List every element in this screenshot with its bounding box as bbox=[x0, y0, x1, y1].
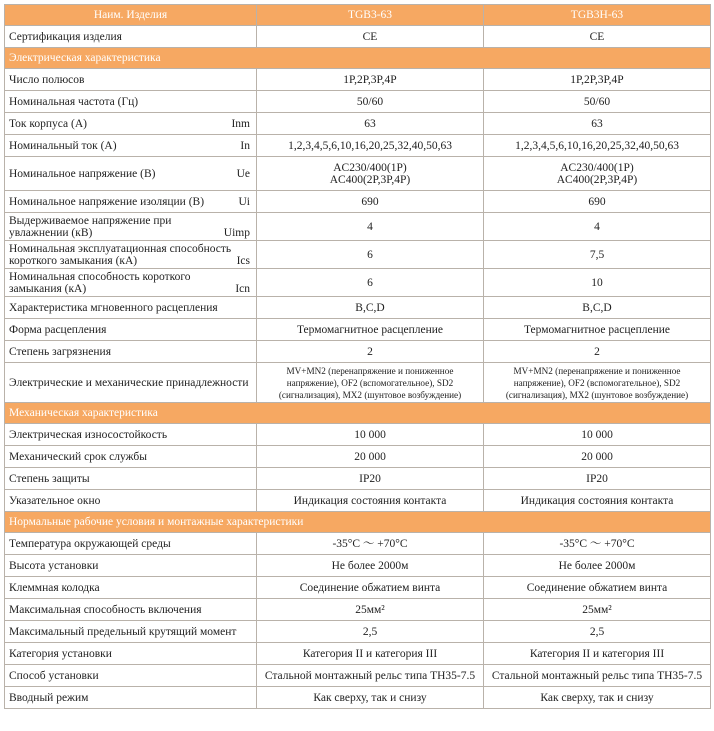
value-cell-b: Не более 2000м bbox=[484, 555, 711, 577]
param-label-group bbox=[9, 495, 252, 507]
value-cell-b: 690 bbox=[484, 191, 711, 213]
param-label-group bbox=[9, 243, 252, 267]
param-cell bbox=[5, 665, 257, 687]
param-label: Номинальная способность короткого замыкания (кА) bbox=[9, 270, 191, 295]
param-cell bbox=[5, 69, 257, 91]
param-label: Клеммная колодка bbox=[9, 581, 100, 594]
param-label: Номинальный ток (А) bbox=[9, 139, 117, 152]
section-header-row bbox=[5, 403, 711, 424]
param-symbol: Inm bbox=[231, 117, 250, 130]
value-cell-b: Термомагнитное расцепление bbox=[484, 319, 711, 341]
value-cell-a: CE bbox=[257, 26, 484, 48]
value-cell-b: 63 bbox=[484, 113, 711, 135]
table-row bbox=[5, 157, 711, 191]
param-label-group bbox=[9, 604, 252, 616]
param-label-group bbox=[9, 324, 252, 336]
param-cell bbox=[5, 213, 257, 241]
value-cell-b: 10 000 bbox=[484, 424, 711, 446]
value-cell-a: 63 bbox=[257, 113, 484, 135]
table-row bbox=[5, 91, 711, 113]
value-cell-b: Соединение обжатием винта bbox=[484, 577, 711, 599]
param-symbol: Ics bbox=[236, 254, 250, 267]
value-cell-a: MV+MN2 (перенапряжение и пониженное напряжение), OF2 (вспомогательное), SD2 (сигнализация), MX2 (шунтовое возбуждение) bbox=[257, 363, 484, 403]
param-label: Категория установки bbox=[9, 647, 112, 660]
param-label: Номинальное напряжение изоляции (В) bbox=[9, 195, 205, 208]
value-cell-a: 6 bbox=[257, 241, 484, 269]
param-cell bbox=[5, 490, 257, 512]
param-label: Максимальный предельный крутящий момент bbox=[9, 625, 237, 638]
param-label: Электрическая износостойкость bbox=[9, 428, 168, 441]
param-cell bbox=[5, 363, 257, 403]
param-label: Высота установки bbox=[9, 559, 99, 572]
table-row bbox=[5, 269, 711, 297]
value-cell-b: 25мм² bbox=[484, 599, 711, 621]
value-cell-b: 20 000 bbox=[484, 446, 711, 468]
param-label: Механический срок службы bbox=[9, 450, 147, 463]
param-label: Температура окружающей среды bbox=[9, 537, 171, 550]
table-row bbox=[5, 621, 711, 643]
param-label-group bbox=[9, 271, 252, 295]
param-label: Степень загрязнения bbox=[9, 345, 111, 358]
value-cell-a: 10 000 bbox=[257, 424, 484, 446]
param-label-group bbox=[9, 302, 252, 314]
value-cell-b: B,C,D bbox=[484, 297, 711, 319]
table-header-row bbox=[5, 5, 711, 26]
param-label-group bbox=[9, 451, 252, 463]
value-cell-a: Индикация состояния контакта bbox=[257, 490, 484, 512]
value-cell-a: 1,2,3,4,5,6,10,16,20,25,32,40,50,63 bbox=[257, 135, 484, 157]
value-cell-a: 690 bbox=[257, 191, 484, 213]
section-header-row bbox=[5, 512, 711, 533]
value-cell-b: 2,5 bbox=[484, 621, 711, 643]
table-row bbox=[5, 135, 711, 157]
param-label-group bbox=[9, 473, 252, 485]
table-row bbox=[5, 555, 711, 577]
param-cell bbox=[5, 297, 257, 319]
param-cell bbox=[5, 468, 257, 490]
param-cell bbox=[5, 621, 257, 643]
value-cell-a: 4 bbox=[257, 213, 484, 241]
value-cell-b: 1,2,3,4,5,6,10,16,20,25,32,40,50,63 bbox=[484, 135, 711, 157]
header-model-b: TGB3H-63 bbox=[484, 5, 711, 26]
value-cell-a: Стальной монтажный рельс типа TH35-7.5 bbox=[257, 665, 484, 687]
table-row bbox=[5, 446, 711, 468]
param-cell bbox=[5, 424, 257, 446]
param-label-group bbox=[9, 538, 252, 550]
param-label-group bbox=[9, 346, 252, 358]
value-cell-b: Категория II и категория III bbox=[484, 643, 711, 665]
param-symbol: Ue bbox=[236, 167, 250, 180]
value-cell-a: 6 bbox=[257, 269, 484, 297]
param-cell bbox=[5, 191, 257, 213]
value-cell-a: 20 000 bbox=[257, 446, 484, 468]
param-cell bbox=[5, 157, 257, 191]
param-label-group bbox=[9, 582, 252, 594]
value-cell-b: 2 bbox=[484, 341, 711, 363]
param-label-group bbox=[9, 648, 252, 660]
param-label: Номинальная частота (Гц) bbox=[9, 95, 139, 108]
param-cell bbox=[5, 533, 257, 555]
value-cell-b: 10 bbox=[484, 269, 711, 297]
param-cell bbox=[5, 319, 257, 341]
param-cell bbox=[5, 241, 257, 269]
param-label-group bbox=[9, 215, 252, 239]
value-cell-b: 4 bbox=[484, 213, 711, 241]
param-label: Число полюсов bbox=[9, 73, 85, 86]
value-cell-b: MV+MN2 (перенапряжение и пониженное напряжение), OF2 (вспомогательное), SD2 (сигнализация), MX2 (шунтовое возбуждение) bbox=[484, 363, 711, 403]
value-cell-a: Категория II и категория III bbox=[257, 643, 484, 665]
param-label-group bbox=[9, 31, 252, 43]
param-cell bbox=[5, 113, 257, 135]
value-cell-a: AC230/400(1P) AC400(2P,3P,4P) bbox=[257, 157, 484, 191]
value-cell-b: Как сверху, так и снизу bbox=[484, 687, 711, 709]
param-cell bbox=[5, 341, 257, 363]
table-row bbox=[5, 191, 711, 213]
value-cell-b: 1P,2P,3P,4P bbox=[484, 69, 711, 91]
table-row bbox=[5, 297, 711, 319]
table-row bbox=[5, 643, 711, 665]
param-cell bbox=[5, 446, 257, 468]
value-cell-a: Соединение обжатием винта bbox=[257, 577, 484, 599]
value-cell-a: 1P,2P,3P,4P bbox=[257, 69, 484, 91]
param-label-group bbox=[9, 96, 252, 108]
value-cell-b: -35°C ～ +70°C bbox=[484, 533, 711, 555]
param-symbol: Ui bbox=[238, 195, 250, 208]
param-cell bbox=[5, 687, 257, 709]
value-cell-a: B,C,D bbox=[257, 297, 484, 319]
value-cell-a: 25мм² bbox=[257, 599, 484, 621]
param-label-group bbox=[9, 196, 252, 208]
value-cell-a: 2 bbox=[257, 341, 484, 363]
table-row bbox=[5, 241, 711, 269]
param-label: Степень защиты bbox=[9, 472, 90, 485]
param-label-group bbox=[9, 560, 252, 572]
param-cell bbox=[5, 269, 257, 297]
table-row bbox=[5, 599, 711, 621]
param-label: Указательное окно bbox=[9, 494, 101, 507]
param-cell bbox=[5, 555, 257, 577]
spec-table-container bbox=[4, 4, 710, 709]
value-cell-b: Индикация состояния контакта bbox=[484, 490, 711, 512]
value-cell-b: CE bbox=[484, 26, 711, 48]
table-row bbox=[5, 424, 711, 446]
table-row bbox=[5, 687, 711, 709]
value-cell-b: 50/60 bbox=[484, 91, 711, 113]
param-cell bbox=[5, 135, 257, 157]
param-cell bbox=[5, 599, 257, 621]
param-label-group bbox=[9, 377, 252, 389]
table-row bbox=[5, 319, 711, 341]
table-row bbox=[5, 468, 711, 490]
value-cell-a: Как сверху, так и снизу bbox=[257, 687, 484, 709]
param-cell bbox=[5, 91, 257, 113]
param-label-group bbox=[9, 140, 252, 152]
param-label-group bbox=[9, 626, 252, 638]
section-title: Нормальные рабочие условия и монтажные характеристики bbox=[5, 512, 711, 533]
table-row bbox=[5, 69, 711, 91]
header-product-name: Наим. Изделия bbox=[5, 5, 257, 26]
value-cell-a: 50/60 bbox=[257, 91, 484, 113]
header-model-a: TGB3-63 bbox=[257, 5, 484, 26]
param-cell bbox=[5, 577, 257, 599]
table-row bbox=[5, 26, 711, 48]
param-symbol: In bbox=[240, 139, 250, 152]
param-label: Форма расцепления bbox=[9, 323, 107, 336]
table-row bbox=[5, 490, 711, 512]
param-label: Вводный режим bbox=[9, 691, 89, 704]
param-symbol: Icn bbox=[235, 282, 250, 295]
param-symbol: Uimp bbox=[223, 226, 250, 239]
param-label-group bbox=[9, 429, 252, 441]
param-label: Сертификация изделия bbox=[9, 30, 122, 43]
param-label: Ток корпуса (А) bbox=[9, 117, 87, 130]
section-title: Механическая характеристика bbox=[5, 403, 711, 424]
value-cell-a: 2,5 bbox=[257, 621, 484, 643]
param-label-group bbox=[9, 670, 252, 682]
table-row bbox=[5, 341, 711, 363]
value-cell-a: IP20 bbox=[257, 468, 484, 490]
param-label-group bbox=[9, 692, 252, 704]
param-label: Способ установки bbox=[9, 669, 99, 682]
value-cell-a: Не более 2000м bbox=[257, 555, 484, 577]
param-label-group bbox=[9, 168, 252, 180]
value-cell-a: -35°C ～ +70°C bbox=[257, 533, 484, 555]
param-label: Номинальная эксплуатационная способность короткого замыкания (кА) bbox=[9, 242, 232, 267]
param-label: Характеристика мгновенного расцепления bbox=[9, 301, 218, 314]
param-label-group bbox=[9, 118, 252, 130]
param-cell bbox=[5, 643, 257, 665]
value-cell-a: Термомагнитное расцепление bbox=[257, 319, 484, 341]
value-cell-b: 7,5 bbox=[484, 241, 711, 269]
param-label: Выдерживаемое напряжение при увлажнении (кВ) bbox=[9, 214, 172, 239]
table-row bbox=[5, 113, 711, 135]
value-cell-b: AC230/400(1P) AC400(2P,3P,4P) bbox=[484, 157, 711, 191]
value-cell-b: Стальной монтажный рельс типа TH35-7.5 bbox=[484, 665, 711, 687]
param-label-group bbox=[9, 74, 252, 86]
param-label: Номинальное напряжение (В) bbox=[9, 167, 156, 180]
param-cell bbox=[5, 26, 257, 48]
param-label: Максимальная способность включения bbox=[9, 603, 202, 616]
table-row bbox=[5, 363, 711, 403]
table-row bbox=[5, 213, 711, 241]
table-row bbox=[5, 665, 711, 687]
value-cell-b: IP20 bbox=[484, 468, 711, 490]
section-title: Электрическая характеристика bbox=[5, 48, 711, 69]
param-label: Электрические и механические принадлежности bbox=[9, 376, 249, 389]
spec-table-body bbox=[5, 5, 711, 709]
table-row bbox=[5, 577, 711, 599]
spec-table bbox=[4, 4, 711, 709]
section-header-row bbox=[5, 48, 711, 69]
table-row bbox=[5, 533, 711, 555]
